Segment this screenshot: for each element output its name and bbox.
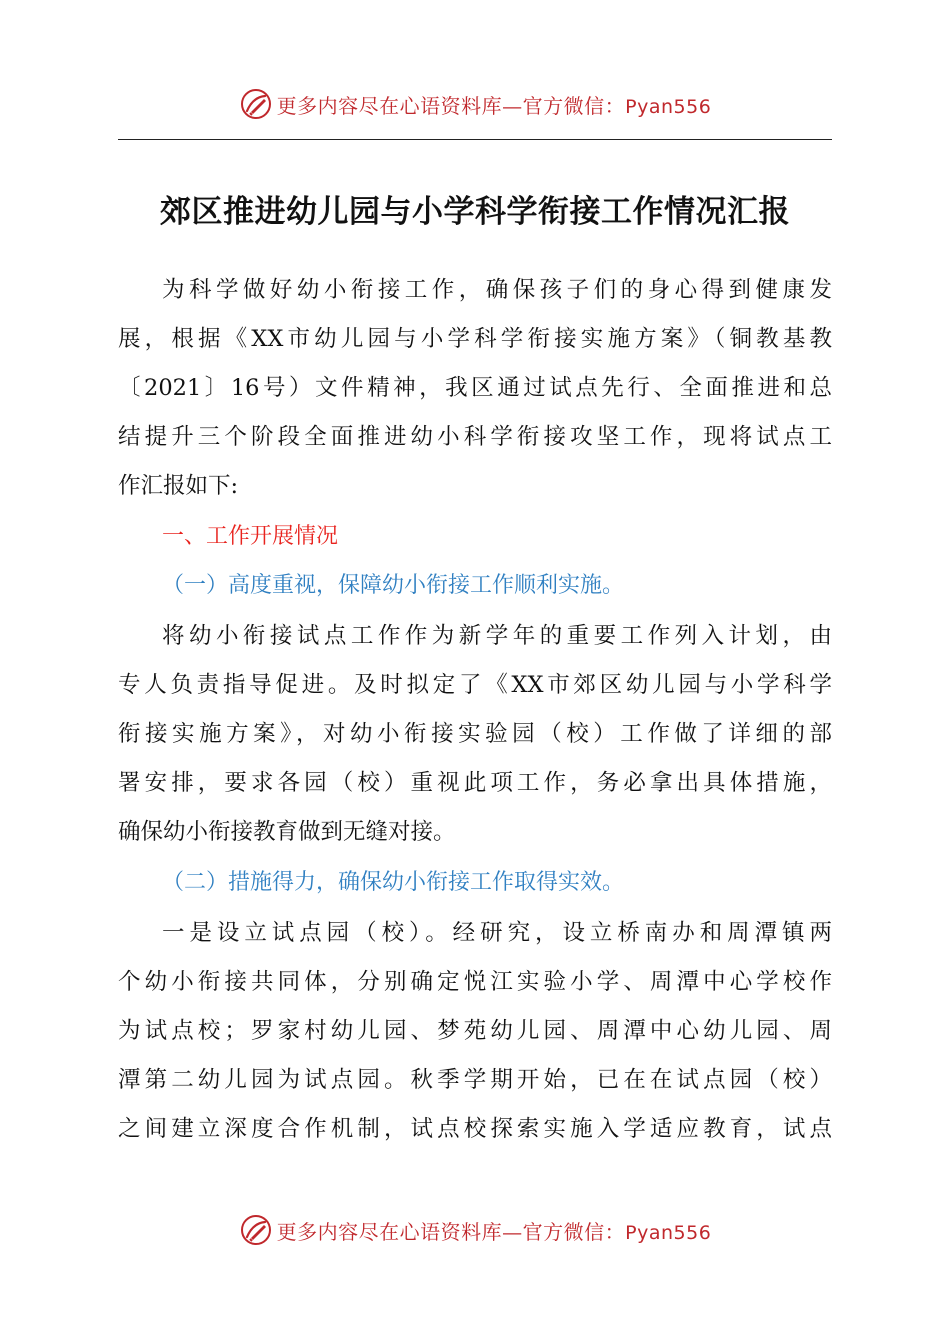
paragraph-line: 衔接实施方案》，对幼小衔接实验园（校）工作做了详细的部 (118, 721, 832, 747)
paragraph-line: 为科学做好幼小衔接工作，确保孩子们的身心得到健康发 (162, 277, 832, 303)
paragraph-line: 作汇报如下: (118, 473, 239, 499)
subsection-heading: （一）高度重视，保障幼小衔接工作顺利实施。 (162, 573, 625, 598)
paragraph-line: 〔2021〕16号）文件精神，我区通过试点先行、全面推进和总 (118, 375, 832, 401)
section-heading: 一、工作开展情况 (162, 524, 339, 549)
paragraph-line: 之间建立深度合作机制，试点校探索实施入学适应教育，试点 (118, 1116, 832, 1142)
banner-text: 更多内容尽在心语资料库—官方微信：Pyan556 (276, 93, 712, 118)
banner-text: 更多内容尽在心语资料库—官方微信：Pyan556 (276, 1219, 712, 1244)
pen-swirl-icon (239, 87, 273, 121)
subsection-heading: （二）措施得力，确保幼小衔接工作取得实效。 (162, 870, 625, 895)
paragraph-line: 结提升三个阶段全面推进幼小科学衔接攻坚工作，现将试点工 (118, 424, 832, 450)
pen-swirl-icon (239, 1213, 273, 1247)
document-title: 郊区推进幼儿园与小学科学衔接工作情况汇报 (160, 194, 790, 230)
header-divider (118, 139, 832, 140)
paragraph-line: 为试点校；罗家村幼儿园、梦苑幼儿园、周潭中心幼儿园、周 (118, 1018, 832, 1044)
paragraph-line: 一是设立试点园（校）。经研究，设立桥南办和周潭镇两 (162, 920, 832, 946)
paragraph-line: 个幼小衔接共同体，分别确定悦江实验小学、周潭中心学校作 (118, 969, 832, 995)
paragraph-line: 确保幼小衔接教育做到无缝对接。 (118, 819, 456, 845)
paragraph-line: 潭第二幼儿园为试点园。秋季学期开始，已在在试点园（校） (118, 1067, 832, 1093)
paragraph-line: 将幼小衔接试点工作作为新学年的重要工作列入计划，由 (162, 623, 832, 649)
footer-watermark-banner (0, 1210, 950, 1250)
paragraph-line: 展，根据《XX市幼儿园与小学科学衔接实施方案》（铜教基教 (118, 326, 832, 352)
header-watermark-banner (0, 84, 950, 124)
paragraph-line: 署安排，要求各园（校）重视此项工作，务必拿出具体措施， (118, 770, 832, 796)
paragraph-line: 专人负责指导促进。及时拟定了《XX市郊区幼儿园与小学科学 (118, 672, 832, 698)
